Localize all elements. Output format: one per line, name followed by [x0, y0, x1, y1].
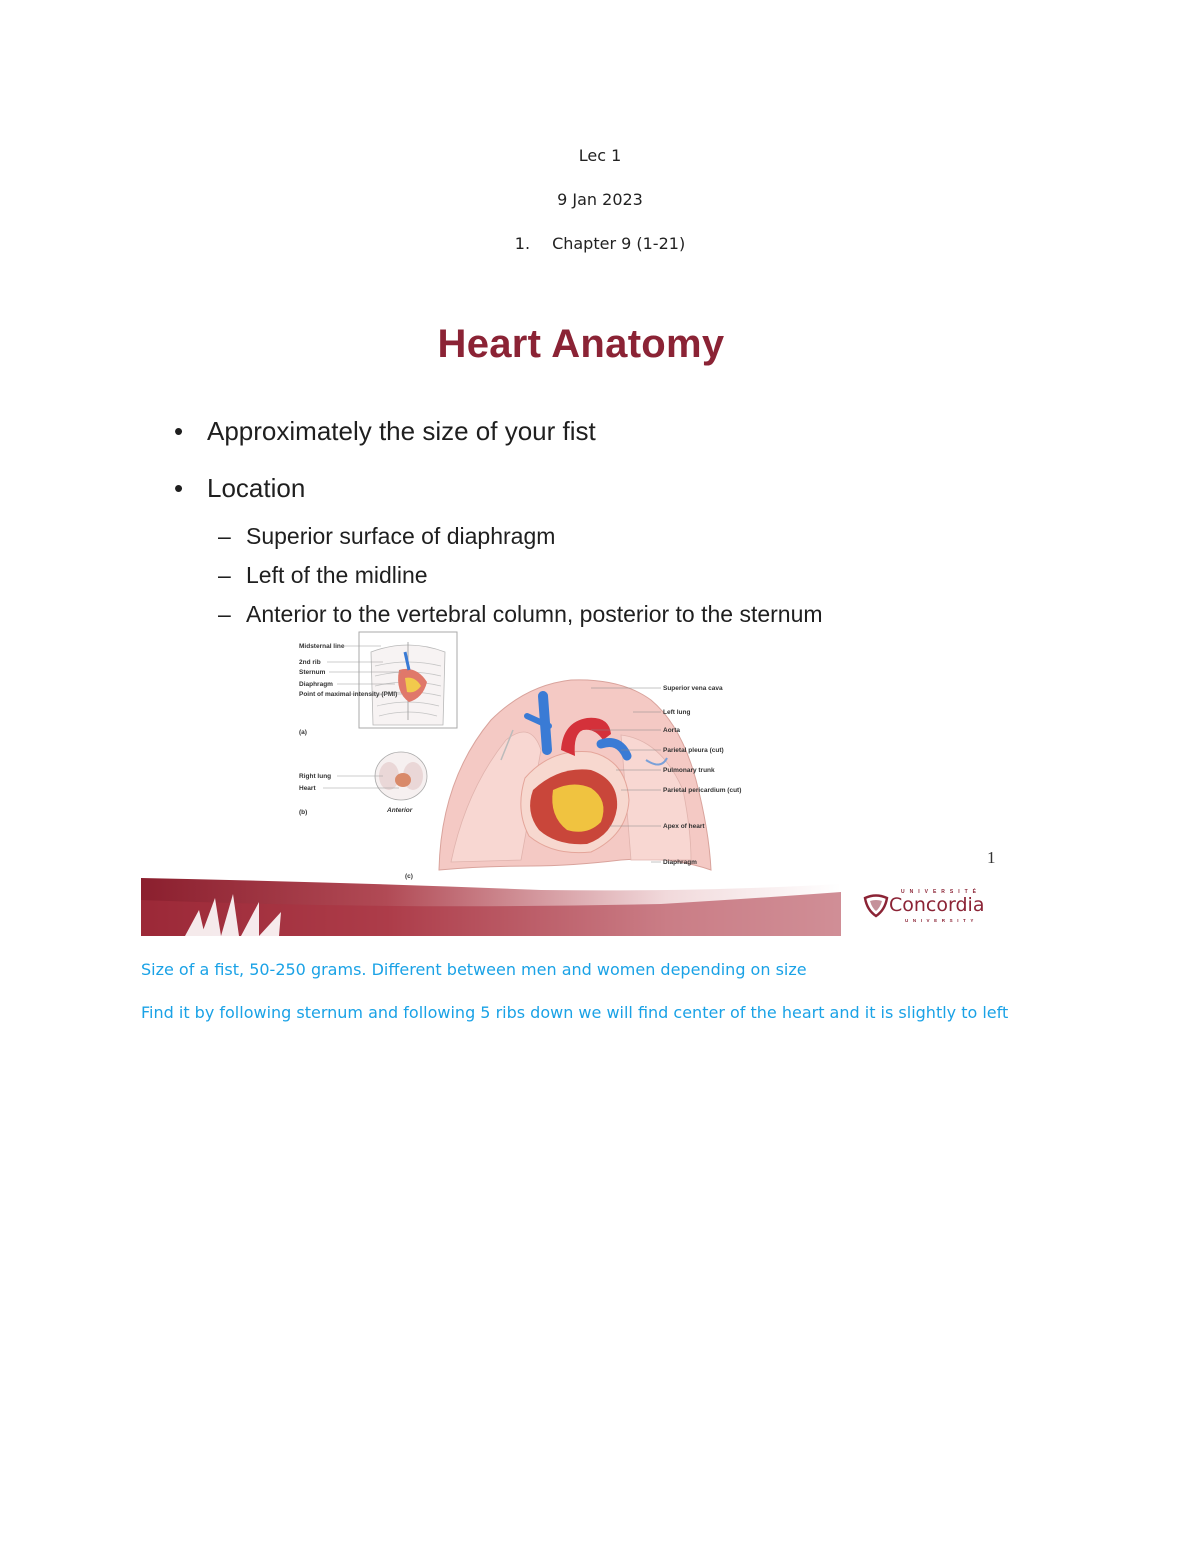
sub-bullet-dash: – — [218, 523, 231, 549]
label-parietal-pericardium: Parietal pericardium (cut) — [663, 787, 742, 794]
slide-title: Heart Anatomy — [437, 322, 725, 366]
label-right-lung: Right lung — [299, 773, 332, 780]
sub-bullet-item — [218, 601, 823, 628]
label-midsternal: Midsternal line — [299, 643, 345, 650]
sub-bullet-text: Left of the midline — [246, 562, 428, 588]
label-diaphragm-a: Diaphragm — [299, 681, 333, 688]
label-heart: Heart — [299, 785, 316, 792]
sub-bullet-text: Superior surface of diaphragm — [246, 523, 556, 549]
label-apex: Apex of heart — [663, 823, 705, 830]
label-diaphragm-c: Diaphragm — [663, 859, 697, 866]
sub-bullet-dash: – — [218, 562, 231, 588]
bullet-text: Approximately the size of your fist — [207, 416, 596, 446]
concordia-shield-icon — [863, 894, 889, 918]
bullet-dot: • — [174, 473, 184, 503]
sub-bullet-text: Anterior to the vertebral column, posterior to the sternum — [246, 601, 823, 627]
label-sternum: Sternum — [299, 669, 326, 676]
label-panel-b: (b) — [299, 809, 308, 816]
sub-bullet-dash: – — [218, 601, 231, 627]
logo-university: UNIVERSITY — [905, 918, 979, 923]
slide-page-number: 1 — [987, 848, 996, 867]
label-panel-c: (c) — [405, 873, 413, 880]
chapter-line — [0, 234, 1200, 253]
bullet-dot: • — [174, 416, 184, 446]
chapter-number: 1. — [514, 234, 531, 253]
panel-a-torso — [359, 632, 457, 728]
bullet-item — [174, 416, 596, 447]
label-aorta: Aorta — [663, 727, 680, 734]
note-paragraph: Size of a fist, 50-250 grams. Different between men and women depending on size — [141, 960, 807, 979]
label-anterior: Anterior — [387, 807, 413, 814]
slide-image — [141, 278, 1011, 936]
label-2nd-rib: 2nd rib — [299, 659, 321, 666]
logo-universite: UNIVERSITÉ — [901, 889, 982, 895]
lecture-label: Lec 1 — [578, 146, 622, 165]
label-panel-a: (a) — [299, 729, 307, 736]
heart-anatomy-figure — [291, 630, 871, 888]
label-pulmonary-trunk: Pulmonary trunk — [663, 767, 715, 774]
note-paragraph: Find it by following sternum and following 5 ribs down we will find center of the heart and it is slightly to left — [141, 1003, 1009, 1022]
sub-bullet-item — [218, 523, 556, 550]
chapter-label: Chapter 9 (1-21) — [552, 234, 686, 253]
date-label: 9 Jan 2023 — [557, 190, 643, 209]
label-left-lung: Left lung — [663, 709, 691, 716]
label-pmi: Point of maximal intensity (PMI) — [299, 691, 398, 698]
logo-concordia: Concordia — [889, 894, 985, 916]
concordia-logo — [863, 886, 1003, 926]
bullet-item — [174, 473, 306, 504]
bullet-text: Location — [207, 473, 306, 503]
label-parietal-pleura: Parietal pleura (cut) — [663, 747, 724, 754]
label-svc: Superior vena cava — [663, 685, 723, 692]
sub-bullet-item — [218, 562, 428, 589]
